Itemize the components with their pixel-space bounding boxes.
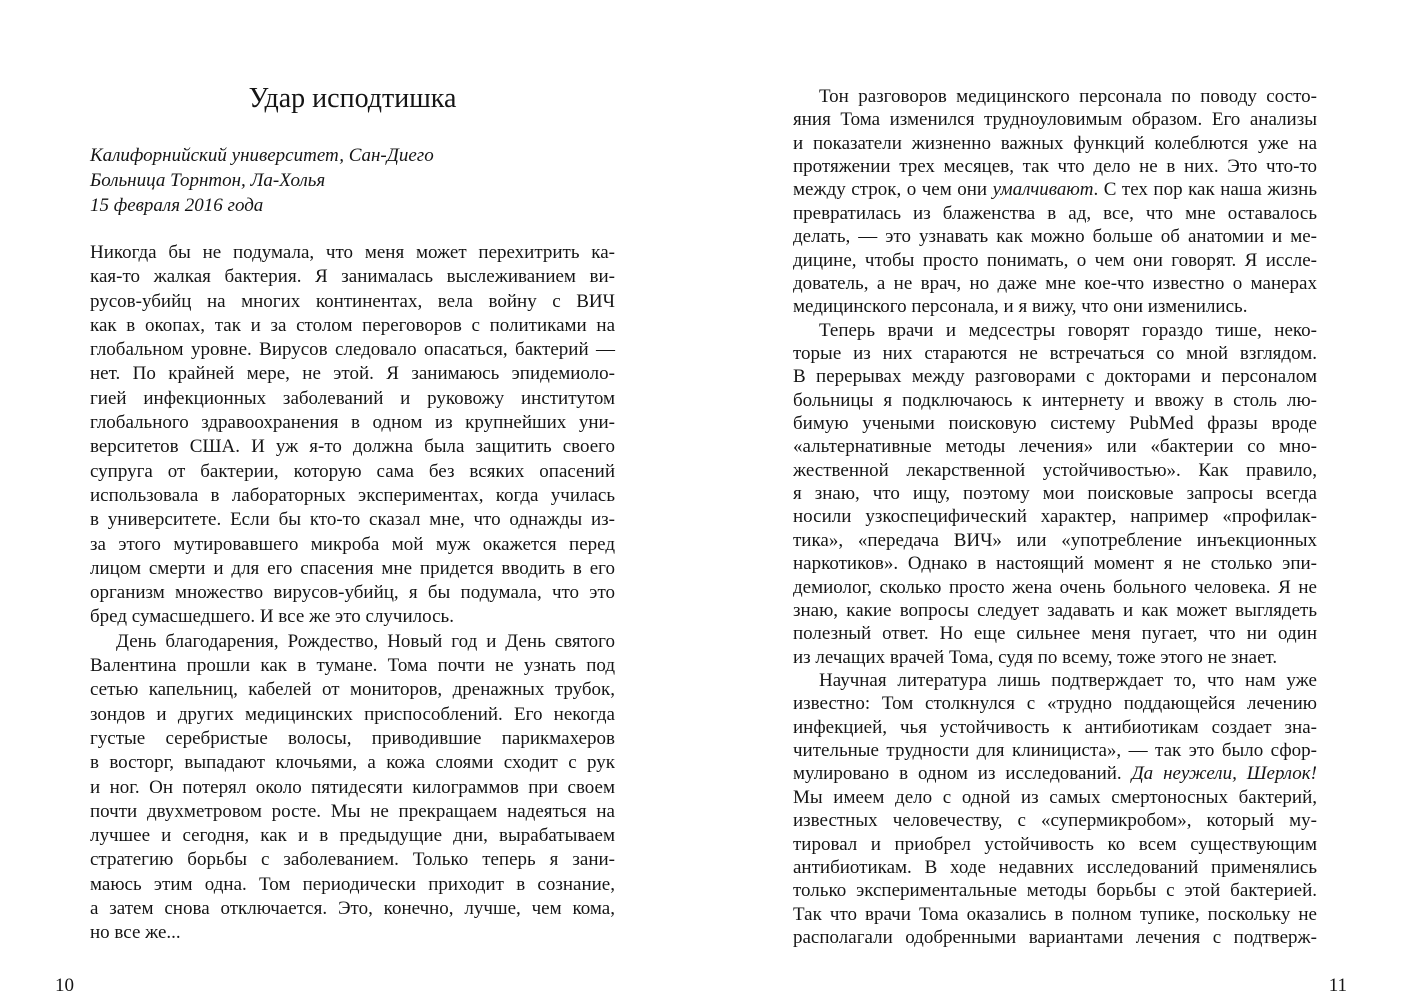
text-line: а затем снова отключается. Это, конечно, лучше, чем кома, bbox=[90, 898, 615, 920]
text-line: торые из них стараются не встречаться со мной взглядом. bbox=[793, 342, 1317, 364]
text-line: и показатели жизненно важных функций колеблются уже на bbox=[793, 132, 1317, 154]
text-line: бред сумасшедшего. И все же это случилось. bbox=[90, 606, 454, 628]
text-line: медицинского персонала, и я вижу, что они изменились. bbox=[793, 296, 1248, 318]
italic-emphasis: умалчивают bbox=[992, 179, 1094, 201]
text-line: русов-убийц на многих континентах, вела войну с ВИЧ bbox=[90, 290, 615, 312]
text-line: только экспериментальные методы борьбы с этой бактерией. bbox=[793, 880, 1317, 902]
italic-emphasis: Да неужели, Шерлок! bbox=[1131, 763, 1317, 785]
text-line: демиолог, сколько просто жена очень больного человека. Я не bbox=[793, 576, 1317, 598]
text-segment: между строк, о чем они bbox=[793, 179, 993, 201]
text-line: инфекцией, чья устойчивость к антибиотикам создает зна- bbox=[793, 716, 1317, 738]
text-line: Тон разговоров медицинского персонала по поводу состо- bbox=[819, 86, 1317, 107]
text-line: глобального здравоохранения в одном из крупнейших уни- bbox=[90, 412, 615, 434]
text-line: чительные трудности для клинициста», — так это было сфор- bbox=[793, 740, 1317, 762]
text-line: из лечащих врачей Тома, судя по всему, тоже этого не знает. bbox=[793, 646, 1278, 668]
text-line: превратилась из блаженства в ад, все, что мне оставалось bbox=[793, 202, 1317, 224]
text-line: антибиотикам. В ходе недавних исследований применялись bbox=[793, 856, 1317, 878]
text-line: протяжении трех месяцев, так что дело не в них. Это что-то bbox=[793, 156, 1317, 178]
text-line: в университете. Если бы кто-то сказал мне, что однажды из- bbox=[90, 509, 615, 531]
text-line: дователь, а не врач, но даже мне кое-что известно о манерах bbox=[793, 272, 1317, 294]
text-line: гией инфекционных заболеваний и руковожу институтом bbox=[90, 387, 615, 409]
page-right bbox=[703, 0, 1407, 1000]
text-line: Никогда бы не подумала, что меня может перехитрить ка- bbox=[90, 242, 615, 263]
text-line: дицине, чтобы просто понимать, о чем они говорят. Я иссле- bbox=[793, 249, 1317, 271]
text-line: лицом смерти и для его спасения мне придется вводить в его bbox=[90, 557, 615, 579]
paragraph bbox=[90, 630, 615, 946]
text-line: почти двухметровом росте. Мы не прекращаем надеяться на bbox=[90, 800, 615, 822]
text-line: «альтернативные методы лечения» или «бактерии со мно- bbox=[793, 436, 1317, 458]
text-line: жественной лекарственной устойчивостью». Как правило, bbox=[793, 459, 1317, 481]
text-line: густые серебристые волосы, приводившие парикмахеров bbox=[90, 727, 615, 749]
text-line: яния Тома изменился трудноуловимым образом. Его анализы bbox=[793, 109, 1317, 131]
text-line: известных человечеству, с «супермикробом», который му- bbox=[793, 810, 1317, 832]
paragraph bbox=[793, 319, 1317, 669]
text-line bbox=[793, 762, 1317, 785]
text-line: лучшее и сегодня, как и в предыдущие дни, вырабатываем bbox=[90, 825, 615, 847]
text-line: носили узкоспецифический характер, например «профилак- bbox=[793, 506, 1317, 528]
text-line: и ног. Он потерял около пятидесяти килограммов при своем bbox=[90, 776, 615, 798]
text-line: бимую учеными поисковую систему PubMed фразы вроде bbox=[793, 413, 1317, 435]
text-line: Так что врачи Тома оказались в полном тупике, поскольку не bbox=[793, 903, 1317, 925]
text-line: День благодарения, Рождество, Новый год и День святого bbox=[116, 630, 615, 652]
paragraph bbox=[90, 241, 615, 630]
text-line: Валентина прошли как в тумане. Тома почти не узнать под bbox=[90, 655, 615, 677]
text-line: знаю, какие вопросы следует задавать и как может выглядеть bbox=[793, 599, 1317, 621]
text-line: тировал и приобрел устойчивость ко всем существующим bbox=[793, 833, 1317, 855]
text-line: наркотиков». Однако в настоящий момент я не столько эпи- bbox=[793, 553, 1317, 575]
paragraph bbox=[793, 669, 1317, 949]
text-line: располагали одобренными вариантами лечения с подтверж- bbox=[793, 926, 1317, 948]
epigraph-line: Больница Торнтон, Ла-Холья bbox=[90, 170, 326, 191]
text-line: кая-то жалкая бактерия. Я занималась выслеживанием ви- bbox=[90, 266, 615, 288]
text-line: Научная литература лишь подтверждает то, что нам уже bbox=[819, 669, 1317, 691]
text-line: делать, — это узнавать как можно больше об анатомии и ме- bbox=[793, 226, 1317, 248]
text-line: я знаю, что ищу, поэтому мои поисковые запросы всегда bbox=[793, 483, 1317, 505]
paragraph bbox=[793, 85, 1317, 319]
text-line: тика», «передача ВИЧ» или «употребление инъекционных bbox=[793, 529, 1317, 551]
text-line: Теперь врачи и медсестры говорят гораздо тише, неко- bbox=[819, 319, 1317, 341]
text-line: но все же... bbox=[90, 922, 181, 944]
epigraph-line: Калифорнийский университет, Сан-Диего bbox=[90, 145, 434, 166]
epigraph-line: 15 февраля 2016 года bbox=[90, 195, 264, 216]
page-body bbox=[793, 85, 1317, 949]
page-number: 10 bbox=[55, 975, 74, 996]
text-line: глобальном уровне. Вирусов следовало опасаться, бактерий — bbox=[90, 339, 615, 361]
page-left bbox=[0, 0, 703, 1000]
page-body bbox=[90, 241, 615, 946]
text-line: маюсь этим одна. Том периодически приходит в сознание, bbox=[90, 873, 615, 895]
text-segment: . С тех пор как наша жизнь bbox=[1093, 179, 1317, 201]
text-line: В перерывах между разговорами с докторами и персоналом bbox=[793, 366, 1317, 388]
text-line: как в окопах, так и за столом переговоров с политиками на bbox=[90, 314, 615, 336]
text-segment: мулировано в одном из исследований. bbox=[793, 763, 1132, 785]
chapter-title: Удар исподтишка bbox=[248, 83, 457, 114]
text-line: известно: Том столкнулся с «трудно поддающейся лечению bbox=[793, 693, 1317, 715]
epigraph bbox=[90, 143, 615, 218]
text-line: больницы я подключаюсь к интернету и ввожу в столь лю- bbox=[793, 389, 1317, 411]
text-line: зондов и других медицинских приспособлений. Его некогда bbox=[90, 703, 615, 725]
text-line: верситетов США. И уж я-то должна была защитить своего bbox=[90, 436, 615, 458]
text-line: организм множество вирусов-убийц, я бы подумала, что это bbox=[90, 582, 615, 604]
text-line: стратегию борьбы с заболеванием. Только теперь я зани- bbox=[90, 849, 615, 871]
text-line: полезный ответ. Но еще сильнее меня пугает, что ни один bbox=[793, 623, 1317, 645]
text-line: за этого мутировавшего микроба мой муж окажется перед bbox=[90, 533, 615, 555]
text-line: в восторг, выпадают клочьями, а кожа слоями сходит с рук bbox=[90, 752, 615, 774]
text-line bbox=[793, 178, 1317, 201]
text-line: использовала в лабораторных экспериментах, когда училась bbox=[90, 484, 615, 506]
text-line: Мы имеем дело с одной из самых смертоносных бактерий, bbox=[793, 786, 1317, 808]
text-line: нет. По крайней мере, не этой. Я занимаюсь эпидемиоло- bbox=[90, 363, 615, 385]
page-number: 11 bbox=[1328, 975, 1347, 996]
text-line: сетью капельниц, кабелей от мониторов, дренажных трубок, bbox=[90, 679, 615, 701]
text-line: супруга от бактерии, которую сама без всяких опасений bbox=[90, 460, 615, 482]
